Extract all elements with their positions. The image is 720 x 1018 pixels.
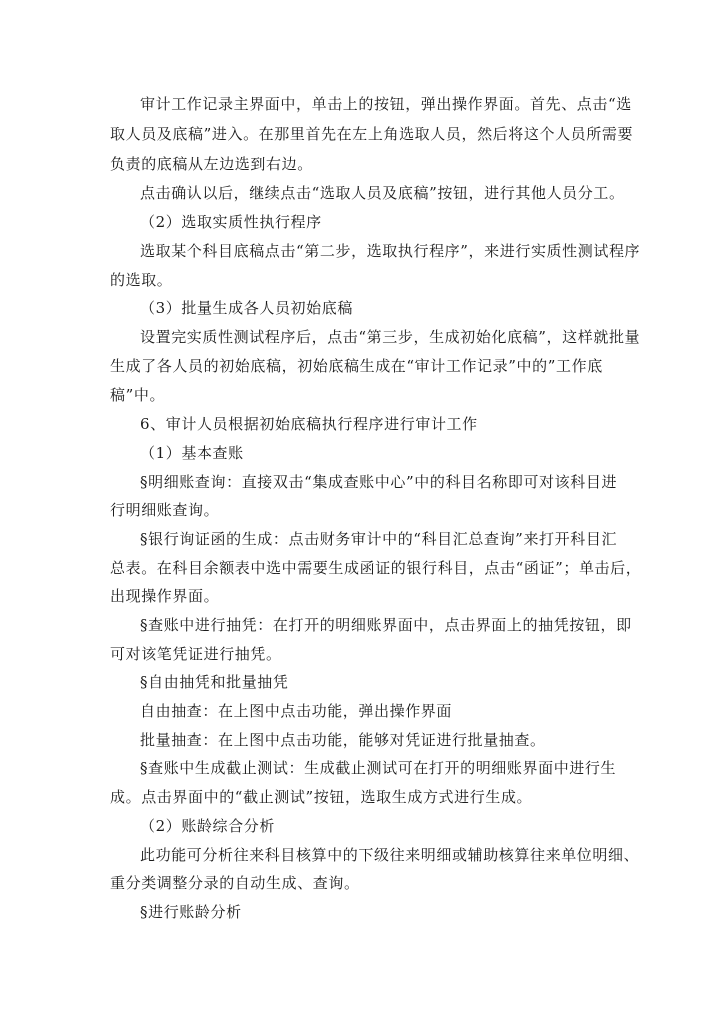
paragraph-line: 取人员及底稿”进入。在那里首先在左上角选取人员，然后将这个人员所需要 xyxy=(110,125,634,143)
paragraph-line: §银行询证函的生成：点击财务审计中的“科目汇总查询”来打开科目汇 xyxy=(140,530,618,548)
paragraph-line: 行明细账查询。 xyxy=(110,501,220,519)
section-heading: （2）账龄综合分析 xyxy=(140,817,275,835)
paragraph-line: 重分类调整分录的自动生成、查询。 xyxy=(110,874,360,892)
paragraph-line: §明细账查询：直接双击“集成查账中心”中的科目名称即可对该科目进 xyxy=(140,473,618,491)
section-heading: （2）选取实质性执行程序 xyxy=(140,213,322,231)
paragraph-line: §自由抽凭和批量抽凭 xyxy=(140,673,289,691)
paragraph-line: 的选取。 xyxy=(110,271,173,289)
paragraph-line: §查账中生成截止测试：生成截止测试可在打开的明细账界面中进行生 xyxy=(140,759,617,777)
paragraph-line: 成。点击界面中的“截止测试”按钮，选取生成方式进行生成。 xyxy=(110,788,533,806)
paragraph-line: 出现操作界面。 xyxy=(110,587,220,605)
paragraph-line: 此功能可分析往来科目核算中的下级往来明细或辅助核算往来单位明细、 xyxy=(140,846,640,864)
paragraph-line: §查账中进行抽凭：在打开的明细账界面中，点击界面上的抽凭按钮，即 xyxy=(140,616,632,634)
paragraph-line: §进行账龄分析 xyxy=(140,903,242,921)
section-heading: （1）基本查账 xyxy=(140,444,244,462)
paragraph-line: 自由抽查：在上图中点击功能，弹出操作界面 xyxy=(140,702,453,720)
paragraph-line: 稿”中。 xyxy=(110,386,166,404)
paragraph-line: 选取某个科目底稿点击“第二步，选取执行程序”，来进行实质性测试程序 xyxy=(140,242,641,260)
paragraph-line: 可对该笔凭证进行抽凭。 xyxy=(110,645,282,663)
section-heading: （3）批量生成各人员初始底稿 xyxy=(140,299,353,317)
paragraph-line: 生成了各人员的初始底稿，初始底稿生成在“审计工作记录”中的”工作底 xyxy=(110,357,603,375)
paragraph-line: 负责的底稿从左边选到右边。 xyxy=(110,155,313,173)
paragraph-line: 批量抽查：在上图中点击功能，能够对凭证进行批量抽查。 xyxy=(140,731,546,749)
paragraph-line: 总表。在科目余额表中选中需要生成函证的银行科目，点击“函证”；单击后， xyxy=(110,559,642,577)
paragraph-line: 审计工作记录主界面中，单击上的按钮，弹出操作界面。首先、点击“选 xyxy=(140,95,632,113)
paragraph-line: 设置完实质性测试程序后，点击“第三步，生成初始化底稿”，这样就批量 xyxy=(140,328,641,346)
paragraph-line: 点击确认以后，继续点击“选取人员及底稿”按钮，进行其他人员分工。 xyxy=(140,184,625,202)
section-heading: 6、审计人员根据初始底稿执行程序进行审计工作 xyxy=(140,415,478,433)
